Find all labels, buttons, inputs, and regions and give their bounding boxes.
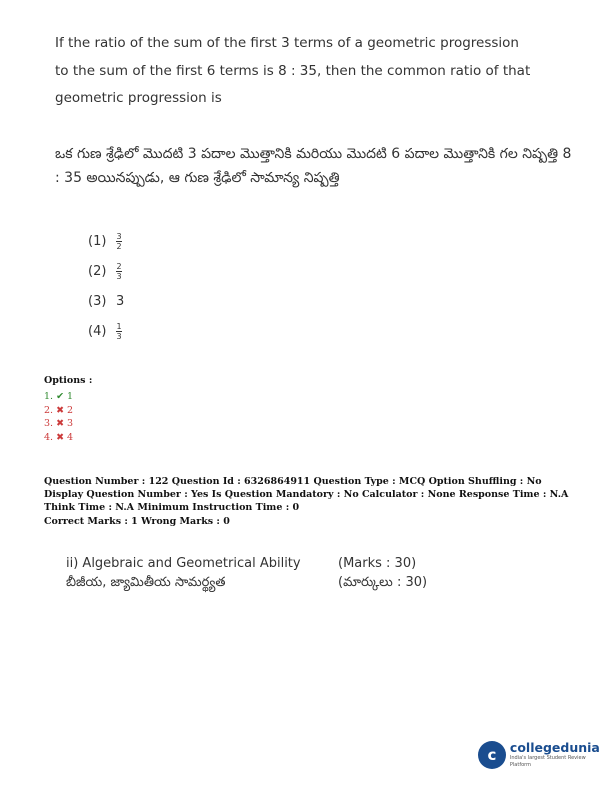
- answer-option-4: [88, 316, 124, 346]
- option-row-value: 4: [67, 431, 74, 443]
- option-fraction: [116, 322, 122, 341]
- answer-option-2: [88, 256, 124, 286]
- option-number: (4): [88, 323, 107, 339]
- fraction-denominator: 2: [116, 241, 122, 251]
- section-marks-telugu: (మార్కులు : 30): [338, 575, 428, 590]
- question-text-english: If the ratio of the sum of the first 3 terms of a geometric progression to the sum of the first 6 terms is 8 : 35, then the common ratio of that geometric progression is: [55, 35, 531, 106]
- collegedunia-logo: [478, 735, 608, 775]
- option-row-wrong: [44, 431, 73, 445]
- section-title-english: ii) Algebraic and Geometrical Ability: [66, 556, 301, 571]
- option-row-number: 3.: [44, 418, 54, 429]
- option-value: 3: [116, 293, 125, 309]
- logo-tagline: India's largest Student Review Platform: [509, 755, 586, 768]
- fraction-numerator: 3: [116, 231, 122, 241]
- option-row-number: 4.: [44, 431, 54, 443]
- option-row-value: 3: [67, 418, 74, 429]
- options-label: Options :: [44, 375, 93, 386]
- fraction-numerator: 2: [116, 261, 122, 271]
- cross-icon: ✖: [56, 418, 65, 429]
- check-icon: ✔: [56, 391, 65, 402]
- option-number: (3): [88, 293, 107, 309]
- answer-options: [88, 226, 124, 346]
- option-row-correct: [44, 390, 73, 404]
- option-number: (1): [88, 233, 107, 249]
- logo-name: collegedunia: [509, 740, 600, 755]
- logo-mascot-icon: c: [478, 741, 506, 769]
- fraction-denominator: 3: [116, 331, 122, 341]
- answer-option-3: [88, 286, 124, 316]
- option-row-value: 1: [67, 391, 74, 402]
- options-list: [44, 390, 73, 444]
- section-heading: [66, 554, 486, 592]
- option-row-number: 1.: [44, 391, 54, 402]
- option-fraction: [116, 232, 122, 251]
- cross-icon: ✖: [56, 431, 65, 443]
- option-fraction: [116, 262, 122, 281]
- option-number: (2): [88, 263, 107, 279]
- option-row-value: 2: [67, 404, 74, 416]
- cross-icon: ✖: [56, 404, 65, 416]
- marks-info: Correct Marks : 1 Wrong Marks : 0: [44, 516, 230, 527]
- fraction-numerator: 1: [116, 321, 122, 331]
- section-title-telugu: బీజీయ, జ్యామితీయ సామర్థ్యత: [66, 575, 226, 590]
- question-meta-info: Question Number : 122 Question Id : 6326864911 Question Type : MCQ Option Shuffling : No Display Question Number : Yes Is Question Mandatory : No Calculator : None Response Time : N.A Think Time : N.A Minimum Instruction Time : 0: [44, 476, 569, 513]
- option-row-wrong: [44, 404, 73, 418]
- section-marks-english: (Marks : 30): [338, 556, 417, 571]
- option-row-number: 2.: [44, 404, 54, 416]
- fraction-denominator: 3: [116, 271, 122, 281]
- option-row-wrong: [44, 417, 73, 431]
- question-text-telugu: ఒక గుణ శ్రేఢిలో మొదటి 3 పదాల మొత్తానికి మరియు మొదటి 6 పదాల మొత్తానికి గల నిష్పత్తి 8 : 35 అయినప్పుడు, ఆ గుణ శ్రేఢిలో సామాన్య నిష్పత్తి: [55, 146, 572, 186]
- answer-option-1: [88, 226, 124, 256]
